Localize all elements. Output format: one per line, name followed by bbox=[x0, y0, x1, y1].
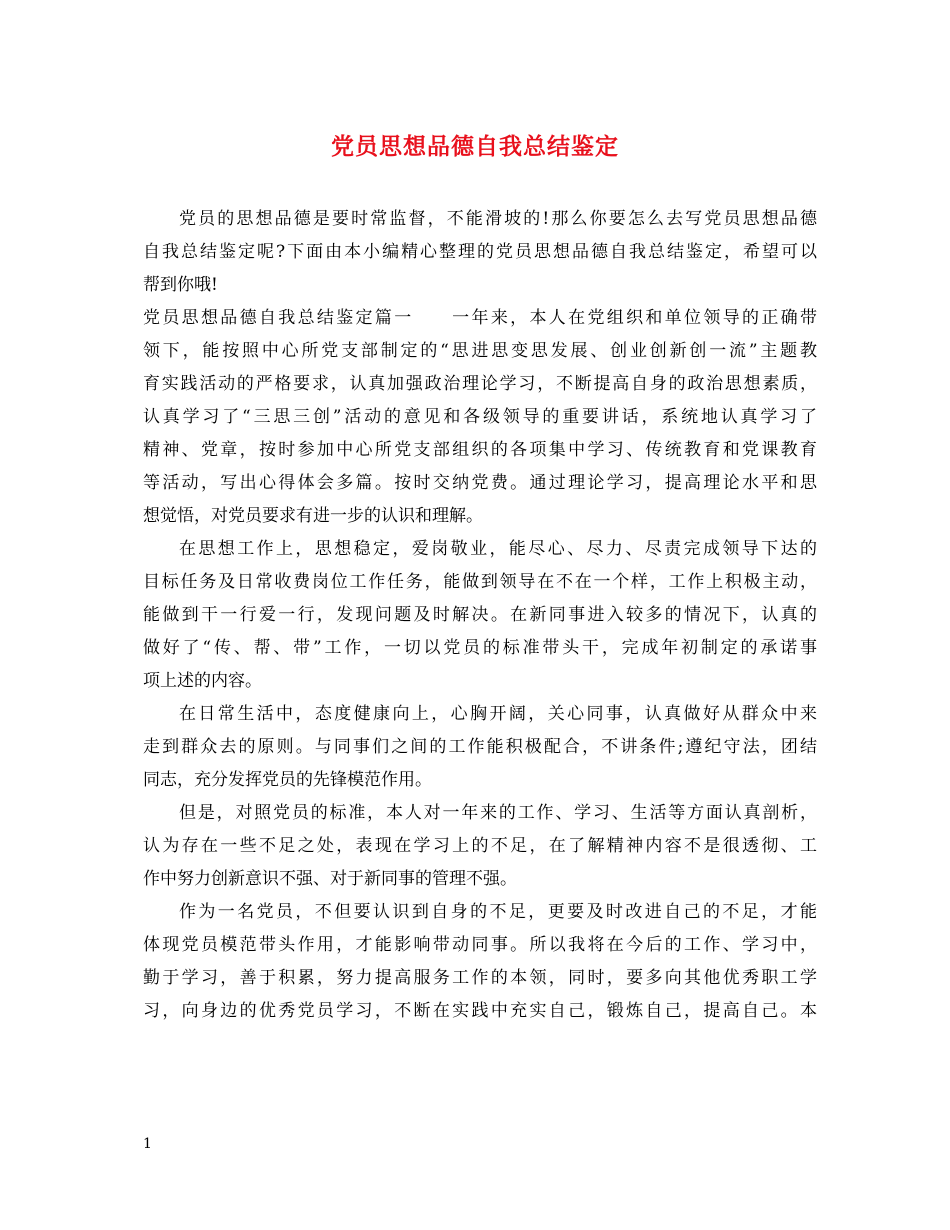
document-body bbox=[143, 203, 817, 1028]
text-line: 能做到干一行爱一行，发现问题及时解决。在新同事进入较多的情况下，认真的 bbox=[143, 605, 817, 625]
text-line: 同志，充分发挥党员的先锋模范作用。 bbox=[143, 770, 432, 790]
text-line: 做好了“传、帮、带”工作，一切以党员的标准带头干，完成年初制定的承诺事 bbox=[143, 638, 817, 658]
text-line: 勤于学习，善于积累，努力提高服务工作的本领，同时，要多向其他优秀职工学 bbox=[143, 968, 817, 988]
text-line: 目标任务及日常收费岗位工作任务，能做到领导在不在一个样，工作上积极主动， bbox=[143, 572, 817, 592]
text-line: 作为一名党员，不但要认识到自身的不足，更要及时改进自己的不足，才能 bbox=[179, 902, 817, 922]
text-line: 自我总结鉴定呢?下面由本小编精心整理的党员思想品德自我总结鉴定，希望可以 bbox=[143, 242, 817, 262]
text-line: 习，向身边的优秀党员学习，不断在实践中充实自己，锻炼自己，提高自己。本 bbox=[143, 1001, 817, 1021]
text-line: 在日常生活中，态度健康向上，心胸开阔，关心同事，认真做好从群众中来 bbox=[179, 704, 817, 724]
text-line: 党员的思想品德是要时常监督，不能滑坡的!那么你要怎么去写党员思想品德 bbox=[179, 209, 817, 229]
text-line: 育实践活动的严格要求，认真加强政治理论学习，不断提高自身的政治思想素质， bbox=[143, 374, 817, 394]
text-line: 在思想工作上，思想稳定，爱岗敬业，能尽心、尽力、尽责完成领导下达的 bbox=[179, 539, 817, 559]
text-line: 认真学习了“三思三创”活动的意见和各级领导的重要讲话，系统地认真学习了 bbox=[143, 407, 817, 427]
text-line: 走到群众去的原则。与同事们之间的工作能积极配合，不讲条件;遵纪守法，团结 bbox=[143, 737, 817, 757]
text-line: 精神、党章，按时参加中心所党支部组织的各项集中学习、传统教育和党课教育 bbox=[143, 440, 817, 460]
text-line: 作中努力创新意识不强、对于新同事的管理不强。 bbox=[143, 869, 517, 889]
text-line: 认为存在一些不足之处，表现在学习上的不足，在了解精神内容不是很透彻、工 bbox=[143, 836, 817, 856]
text-line: 帮到你哦! bbox=[143, 275, 218, 295]
text-line: 但是，对照党员的标准，本人对一年来的工作、学习、生活等方面认真剖析， bbox=[179, 803, 817, 823]
page-number: 1 bbox=[143, 1136, 152, 1152]
text-line: 想觉悟，对党员要求有进一步的认识和理解。 bbox=[143, 506, 483, 526]
text-line: 党员思想品德自我总结鉴定篇一 一年来，本人在党组织和单位领导的正确带 bbox=[143, 308, 817, 328]
document-title: 党员思想品德自我总结鉴定 bbox=[331, 133, 619, 160]
text-line: 项上述的内容。 bbox=[143, 671, 262, 691]
text-line: 领下，能按照中心所党支部制定的“思进思变思发展、创业创新创一流”主题教 bbox=[143, 341, 817, 361]
text-line: 等活动，写出心得体会多篇。按时交纳党费。通过理论学习，提高理论水平和思 bbox=[143, 473, 817, 493]
text-line: 体现党员模范带头作用，才能影响带动同事。所以我将在今后的工作、学习中， bbox=[143, 935, 817, 955]
